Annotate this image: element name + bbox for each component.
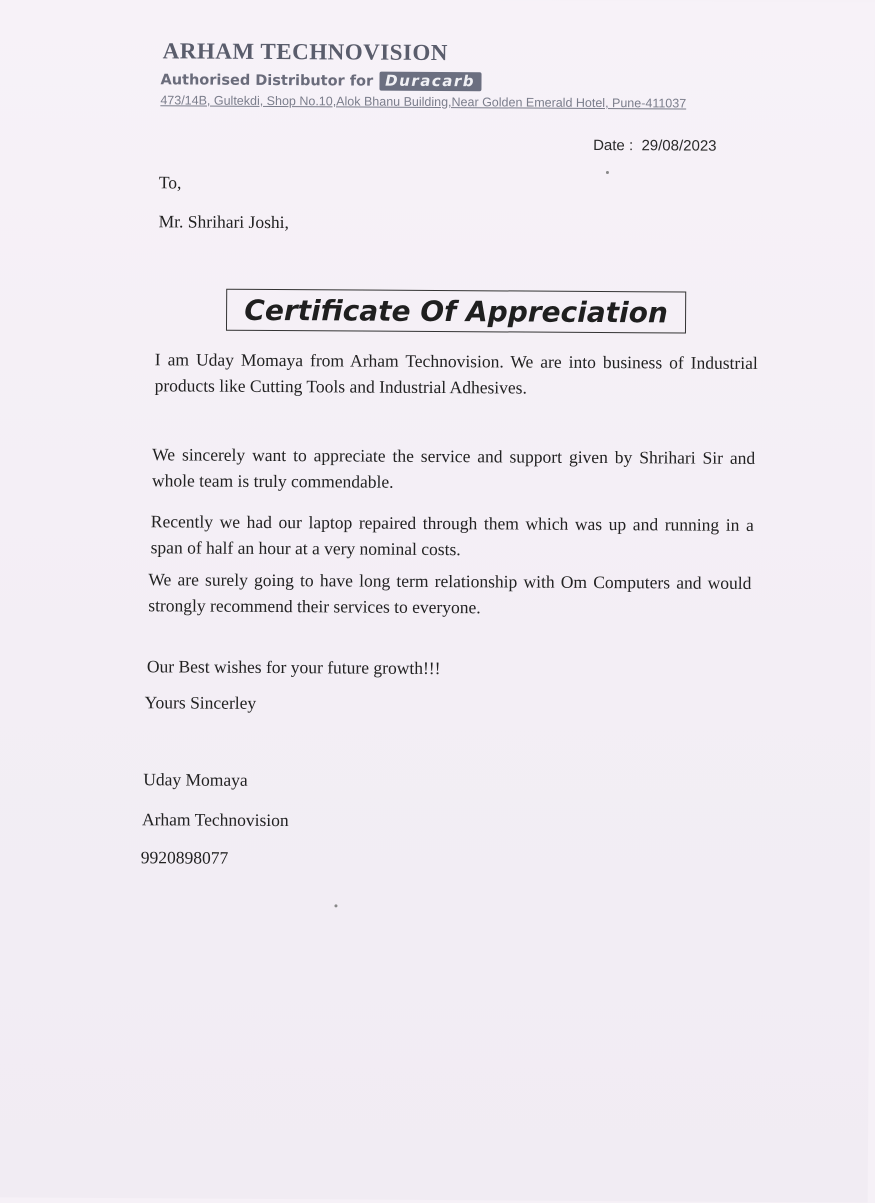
certificate-title: Certificate Of Appreciation — [244, 293, 668, 329]
closing: Yours Sincerley — [144, 692, 257, 713]
paragraph-repair: Recently we had our laptop repaired through them which was up and running in a span of half an hour at a very nominal costs. — [150, 511, 754, 560]
recipient-name: Mr. Shrihari Joshi, — [158, 211, 289, 233]
distributor-label: Authorised Distributor for — [160, 71, 374, 90]
title-box — [226, 289, 686, 334]
best-wishes: Our Best wishes for your future growth!!! — [146, 656, 441, 679]
letter-date: Date : 29/08/2023 — [593, 136, 717, 155]
brand-logo: Duracarb — [379, 72, 481, 92]
salutation: To, — [158, 172, 182, 193]
signatory-phone: 9920898077 — [140, 847, 229, 868]
company-address: 473/14B, Gultekdi, Shop No.10,Alok Bhanu Building,Near Golden Emerald Hotel, Pune-411037 — [160, 93, 687, 111]
paragraph-appreciation: We sincerely want to appreciate the service and support given by Shrihari Sir and whole team is truly commendable. — [151, 444, 756, 492]
paper-speck — [606, 171, 609, 174]
signatory-company: Arham Technovision — [141, 809, 289, 831]
signatory-name: Uday Momaya — [143, 769, 248, 790]
paper-speck — [334, 904, 337, 907]
paragraph-relationship: We are surely going to have long term relationship with Om Computers and would strongly recommend their services to everyone. — [148, 569, 752, 618]
distributor-line — [160, 70, 481, 91]
paragraph-intro: I am Uday Momaya from Arham Technovision. We are into business of Industrial products like Cutting Tools and Industrial Adhesives. — [154, 349, 758, 398]
company-name: ARHAM TECHNOVISION — [162, 38, 449, 66]
